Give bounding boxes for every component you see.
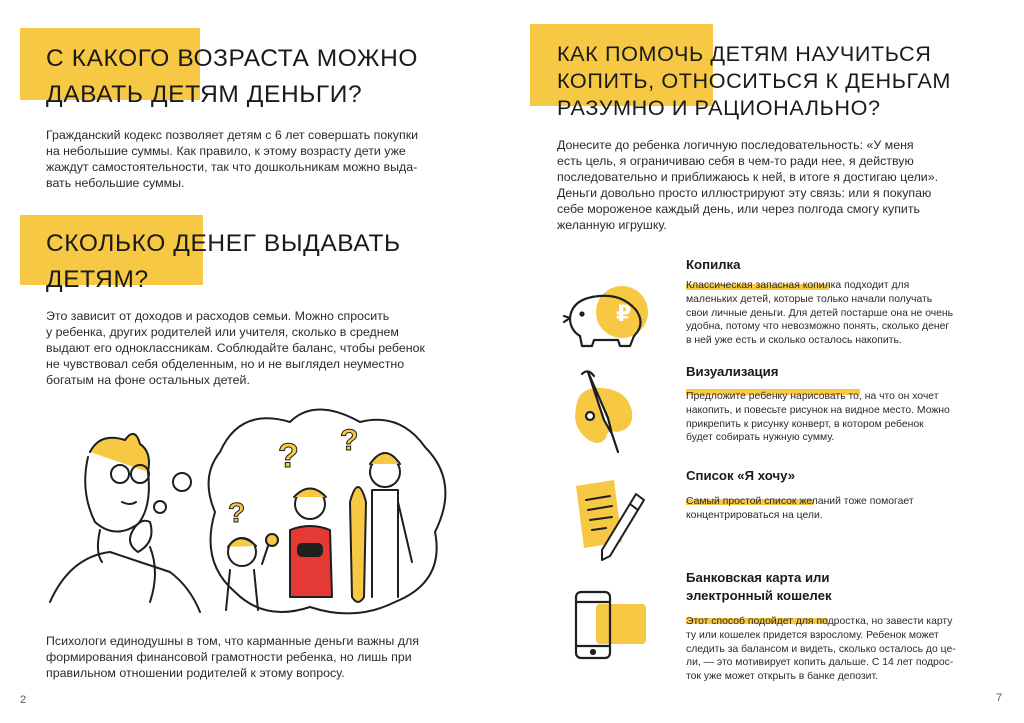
palette-brush-icon bbox=[568, 368, 648, 458]
heading-how-much bbox=[46, 226, 401, 298]
tip-title-line: Список «Я хочу» bbox=[686, 468, 796, 483]
text-line: Донесите до ребенка логичную последовательность: «У меня bbox=[557, 138, 914, 152]
text-line: вать небольшие суммы. bbox=[46, 175, 185, 190]
tip-title-line: Визуализация bbox=[686, 364, 779, 379]
tip-title-bank-card bbox=[686, 569, 832, 605]
svg-text:?: ? bbox=[278, 437, 299, 475]
svg-text:?: ? bbox=[340, 424, 359, 457]
tip-title-line: Банковская карта или bbox=[686, 570, 830, 585]
svg-text:?: ? bbox=[228, 497, 246, 528]
text-line: Этот способ подойдет для подростка, но завести карту bbox=[686, 616, 953, 627]
heading-line: СКОЛЬКО ДЕНЕГ ВЫДАВАТЬ bbox=[46, 230, 401, 257]
text-line: Самый простой список желаний тоже помогает bbox=[686, 496, 914, 507]
text-line: прикрепить к рисунку конверт, в котором ребенок bbox=[686, 418, 924, 430]
tip-title-piggy bbox=[686, 256, 741, 274]
text-line: формирования финансовой грамотности ребенка, но лишь при bbox=[46, 649, 412, 664]
heading-how-to-help bbox=[557, 40, 951, 121]
text-line: Предложите ребенку нарисовать то, на что он хочет bbox=[686, 391, 939, 402]
text-line: ту или кошелек придется взрослому. Ребенок может bbox=[686, 629, 939, 641]
text-line: есть цель, я ограничиваю себя в чем-то ради нее, я действую bbox=[557, 153, 914, 168]
thinking-parent-illustration bbox=[40, 412, 520, 622]
text-line: маленьких детей, которые только начали получать bbox=[686, 293, 933, 305]
text-line: ли, — это мотивирует копить дальше. С 14 лет подрос- bbox=[686, 657, 954, 669]
text-line: не чувствовал себя обделенным, но и не выглядел неуместно bbox=[46, 356, 405, 371]
tip-text-visualization bbox=[686, 390, 950, 445]
tip-text-piggy bbox=[686, 279, 953, 348]
heading-line: ДАВАТЬ ДЕТЯМ ДЕНЬГИ? bbox=[46, 81, 363, 108]
text-line: будет собирать нужную сумму. bbox=[686, 432, 835, 444]
heading-age bbox=[46, 41, 418, 113]
svg-text:₽: ₽ bbox=[616, 302, 632, 327]
text-line: выдают его одноклассникам. Соблюдайте баланс, чтобы ребенок bbox=[46, 340, 425, 355]
text-line: концентрироваться на цели. bbox=[686, 509, 823, 521]
heading-line: РАЗУМНО И РАЦИОНАЛЬНО? bbox=[557, 95, 881, 120]
tip-title-line: электронный кошелек bbox=[686, 588, 832, 603]
heading-line: КОПИТЬ, ОТНОСИТЬСЯ К ДЕНЬГАМ bbox=[557, 68, 951, 93]
tip-title-line: Копилка bbox=[686, 257, 741, 272]
text-line: ток уже может открыть в банке депозит. bbox=[686, 671, 878, 683]
text-line: последовательно и приближаюсь к ней, в итоге я достигаю цели». bbox=[557, 169, 939, 184]
text-line: жаждут самостоятельности, так что дошкольникам можно выда- bbox=[46, 159, 418, 174]
text-line: правильном отношении родителей к этому вопросу. bbox=[46, 665, 345, 680]
paragraph-income bbox=[46, 309, 425, 389]
text-line: у ребенка, других родителей или учителя, сколько в среднем bbox=[46, 324, 399, 339]
text-line: удобна, потому что невозможно понять, сколько денег bbox=[686, 321, 950, 333]
paragraph-intro bbox=[557, 138, 938, 233]
text-line: Гражданский кодекс позволяет детям с 6 лет совершать покупки bbox=[46, 128, 419, 142]
tip-text-wishlist bbox=[686, 495, 914, 523]
piggy-bank-icon bbox=[560, 280, 660, 350]
phone-wallet-icon bbox=[570, 590, 660, 670]
heading-line: КАК ПОМОЧЬ ДЕТЯМ НАУЧИТЬСЯ bbox=[557, 41, 932, 66]
text-line: богатым на фоне остальных детей. bbox=[46, 372, 250, 387]
page-number-left: 2 bbox=[20, 694, 27, 706]
list-pencil-icon bbox=[570, 476, 650, 566]
paragraph-civil-code bbox=[46, 128, 418, 192]
text-line: в ней уже есть и сколько осталось накопить. bbox=[686, 335, 902, 347]
page-number-right: 7 bbox=[996, 692, 1003, 704]
text-line: Классическая запасная копилка подходит для bbox=[686, 280, 910, 291]
text-line: Это зависит от доходов и расходов семьи. Можно спросить bbox=[46, 309, 390, 323]
tip-title-wishlist bbox=[686, 467, 795, 485]
tip-text-bank-card bbox=[686, 615, 956, 684]
paragraph-psychologists bbox=[46, 634, 419, 682]
tip-title-visualization bbox=[686, 363, 778, 381]
text-line: себе мороженое каждый день, или через полгода смогу купить bbox=[557, 201, 920, 216]
heading-line: ДЕТЯМ? bbox=[46, 266, 149, 293]
heading-line: С КАКОГО ВОЗРАСТА МОЖНО bbox=[46, 45, 419, 72]
text-line: на небольшие суммы. Как правило, к этому возрасту дети уже bbox=[46, 143, 406, 158]
text-line: Психологи единодушны в том, что карманные деньги важны для bbox=[46, 634, 419, 648]
text-line: следить за балансом и видеть, сколько осталось до це- bbox=[686, 643, 956, 655]
text-line: желанную игрушку. bbox=[557, 217, 667, 232]
text-line: накопить, и повесьте рисунок на видное место. Можно bbox=[686, 404, 950, 416]
text-line: Деньги довольно просто иллюстрируют эту связь: или я покупаю bbox=[557, 185, 932, 200]
text-line: свои личные деньги. Для детей постарше она не очень bbox=[686, 307, 954, 319]
